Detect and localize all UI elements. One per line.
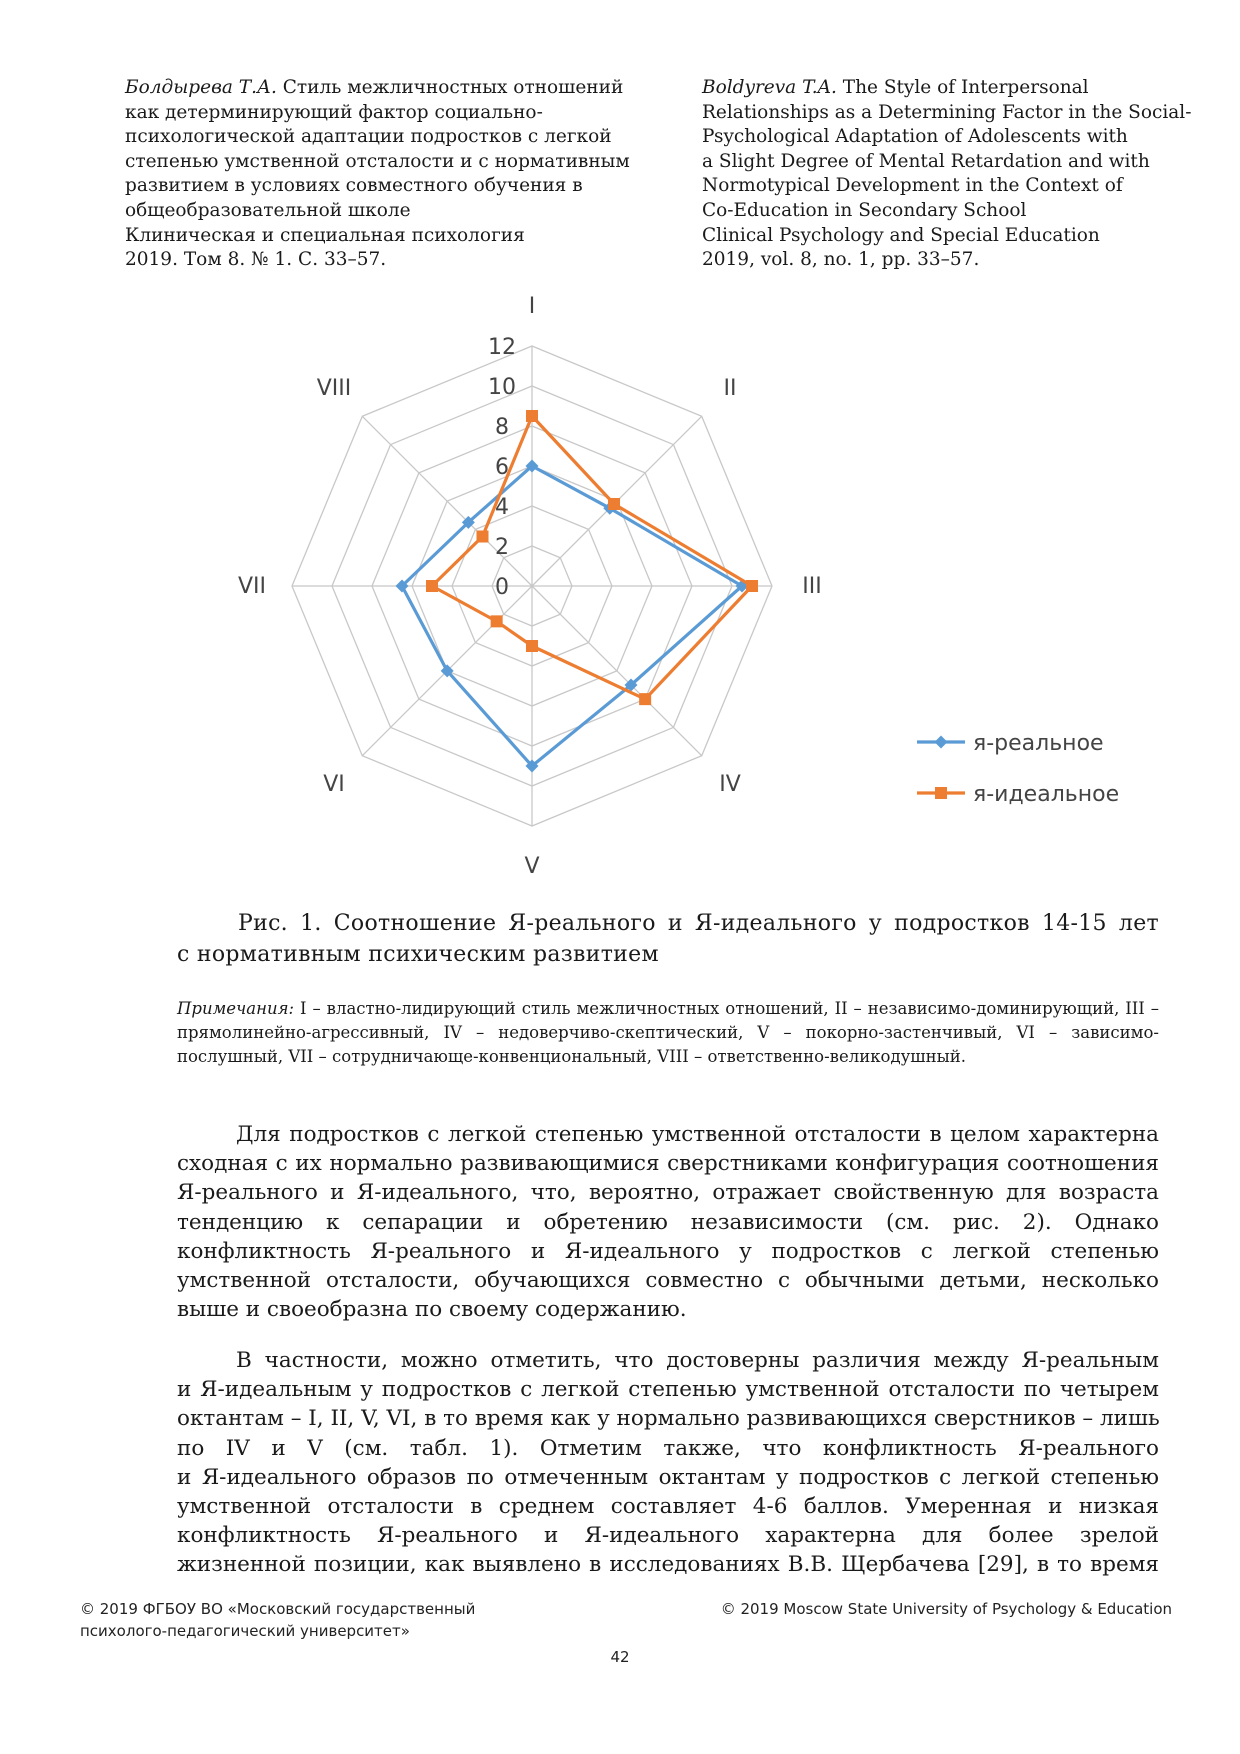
paragraph-2-line: октантам – I, II, V, VI, в то время как у нормально развивающихся сверстников – лишь xyxy=(177,1406,1160,1432)
legend-item-1 xyxy=(917,731,1104,756)
axis-label-IV: IV xyxy=(719,771,741,797)
axis-label-III: III xyxy=(802,574,822,599)
legend-label: я-реальное xyxy=(973,731,1104,756)
header-ru-title-line-4: развитием в условиях совместного обучения в xyxy=(125,175,583,197)
paragraph-1-line: сходная с их нормально развивающимися сверстниками конфигурация соотношения xyxy=(177,1151,1159,1177)
footer-left-line-2: психолого-педагогический университет» xyxy=(80,1622,410,1640)
series-line xyxy=(402,466,742,766)
paragraph-2-line: конфликтность Я-реального и Я-идеального характерна для более зрелой xyxy=(177,1523,1159,1549)
body-paragraph-2 xyxy=(177,1346,1159,1580)
paragraph-2-line: В частности, можно отметить, что достоверны различия между Я-реальным xyxy=(236,1348,1159,1373)
header-en-citation: 2019, vol. 8, no. 1, pp. 33–57. xyxy=(702,249,980,271)
data-point xyxy=(426,580,438,592)
paragraph-1-line: тенденцию к сепарации и обретению независимости (см. рис. 2). Однако xyxy=(177,1209,1159,1235)
header-en-title-text-0: The Style of Interpersonal xyxy=(842,77,1089,98)
grid-spoke xyxy=(532,586,702,756)
radar-axis-labels xyxy=(238,295,822,879)
radar-series xyxy=(396,410,759,773)
header-en-title-line-0 xyxy=(702,76,1182,101)
paragraph-1-line: умственной отсталости, обучающихся совместно с обычными детьми, несколько xyxy=(177,1268,1159,1294)
paragraph-1-line: конфликтность Я-реального и Я-идеального у подростков с легкой степенью xyxy=(177,1238,1159,1264)
data-point xyxy=(608,498,620,510)
legend-label: я-идеальное xyxy=(973,782,1120,807)
figure-caption-line-1: Рис. 1. Соотношение Я-реального и Я-идеального у подростков 14-15 лет xyxy=(238,911,1159,936)
axis-label-II: II xyxy=(723,376,737,402)
paragraph-1-line: Я-реального и Я-идеального, что, вероятно, отражает свойственную для возраста xyxy=(177,1180,1159,1206)
paragraph-2-line: жизненной позиции, как выявлено в исследованиях В.В. Щербачева [29], в то время xyxy=(177,1552,1159,1578)
data-point xyxy=(491,615,503,627)
paragraph-1-line: выше и своеобразна по своему содержанию. xyxy=(177,1297,687,1323)
header-en xyxy=(702,76,1192,273)
page-number: 42 xyxy=(610,1648,630,1666)
figure-notes xyxy=(177,997,1159,1069)
header-en-title-line-2: Psychological Adaptation of Adolescents with xyxy=(702,126,1128,148)
header-en-title-line-1: Relationships as a Determining Factor in the Social- xyxy=(702,101,1192,123)
series-line xyxy=(432,416,752,699)
axis-label-VI: VI xyxy=(323,771,345,797)
footer-copyright-ru xyxy=(80,1598,475,1642)
tick-label: 0 xyxy=(495,575,509,600)
header-en-journal: Clinical Psychology and Special Education xyxy=(702,224,1100,246)
header-en-title-line-5: Co-Education in Secondary School xyxy=(702,199,1027,221)
header-en-title-line-3: a Slight Degree of Mental Retardation and with xyxy=(702,150,1150,172)
footer-left-line-1: © 2019 ФГБОУ ВО «Московский государственный xyxy=(80,1600,476,1618)
footer-copyright-en: © 2019 Moscow State University of Psychology & Education xyxy=(720,1600,1172,1618)
figure-notes-text: I – властно-лидирующий стиль межличностных отношений, II – независимо-доминирующий, III – прямолинейно-агрессивный, IV – недоверчиво-скептический, V – покорно-застенчивый, VI – зависимо-послушный, VII – сотрудничающе-конвенциональный, VIII – ответственно-великодушный. xyxy=(177,999,1159,1066)
axis-label-V: V xyxy=(524,854,540,879)
data-point xyxy=(639,693,651,705)
tick-label: 6 xyxy=(495,455,509,480)
header-ru-title-line-2: психологической адаптации подростков с легкой xyxy=(125,126,612,148)
header-ru-citation: 2019. Том 8. № 1. С. 33–57. xyxy=(125,249,387,271)
tick-label: 10 xyxy=(488,375,516,400)
body-paragraph-1 xyxy=(177,1120,1159,1324)
header-ru-title-line-3: степенью умственной отсталости и с нормативным xyxy=(125,150,630,172)
header-en-author: Boldyreva T.A. xyxy=(702,77,837,98)
figure-notes-label: Примечания: xyxy=(177,999,295,1018)
paragraph-2-line: умственной отсталости в среднем составляет 4-6 баллов. Умеренная и низкая xyxy=(177,1494,1159,1520)
axis-label-VIII: VIII xyxy=(316,376,352,402)
tick-label: 2 xyxy=(495,535,509,560)
tick-label: 12 xyxy=(488,335,516,360)
header-ru-title-line-5: общеобразовательной школе xyxy=(125,199,411,221)
paragraph-1-line: Для подростков с легкой степенью умственной отсталости в целом характерна xyxy=(236,1122,1159,1147)
paragraph-2-line: и Я-идеального образов по отмеченным октантам у подростков с легкой степенью xyxy=(177,1464,1159,1490)
figure-caption xyxy=(177,908,1159,970)
header-ru-journal: Клиническая и специальная психология xyxy=(125,224,525,246)
data-point xyxy=(526,410,538,422)
figure-caption-line-2: с нормативным психическим развитием xyxy=(177,942,659,967)
tick-label: 8 xyxy=(495,415,509,440)
header-ru xyxy=(125,76,645,273)
radar-legend xyxy=(917,731,1119,807)
data-point xyxy=(477,531,489,543)
tick-label: 4 xyxy=(495,495,509,520)
header-ru-title-line-1: как детерминирующий фактор социально- xyxy=(125,101,543,123)
series-2 xyxy=(426,410,758,705)
header-ru-title-text-0: Стиль межличностных отношений xyxy=(282,77,624,98)
axis-label-I: I xyxy=(528,295,536,319)
legend-item-2 xyxy=(917,782,1119,807)
header-ru-author: Болдырева Т.А. xyxy=(125,77,277,98)
series-1 xyxy=(396,460,749,773)
axis-label-VII: VII xyxy=(237,574,267,599)
radar-chart xyxy=(0,295,1240,895)
paragraph-2-line: по IV и V (см. табл. 1). Отметим также, что конфликтность Я-реального xyxy=(177,1435,1159,1461)
legend-marker xyxy=(935,787,947,799)
data-point xyxy=(526,640,538,652)
legend-marker xyxy=(935,736,948,749)
header-ru-title-line-0 xyxy=(125,76,645,101)
paragraph-2-line: и Я-идеальным у подростков с легкой степенью умственной отсталости по четырем xyxy=(177,1377,1159,1403)
data-point xyxy=(746,580,758,592)
header-en-title-line-4: Normotypical Development in the Context of xyxy=(702,175,1123,197)
